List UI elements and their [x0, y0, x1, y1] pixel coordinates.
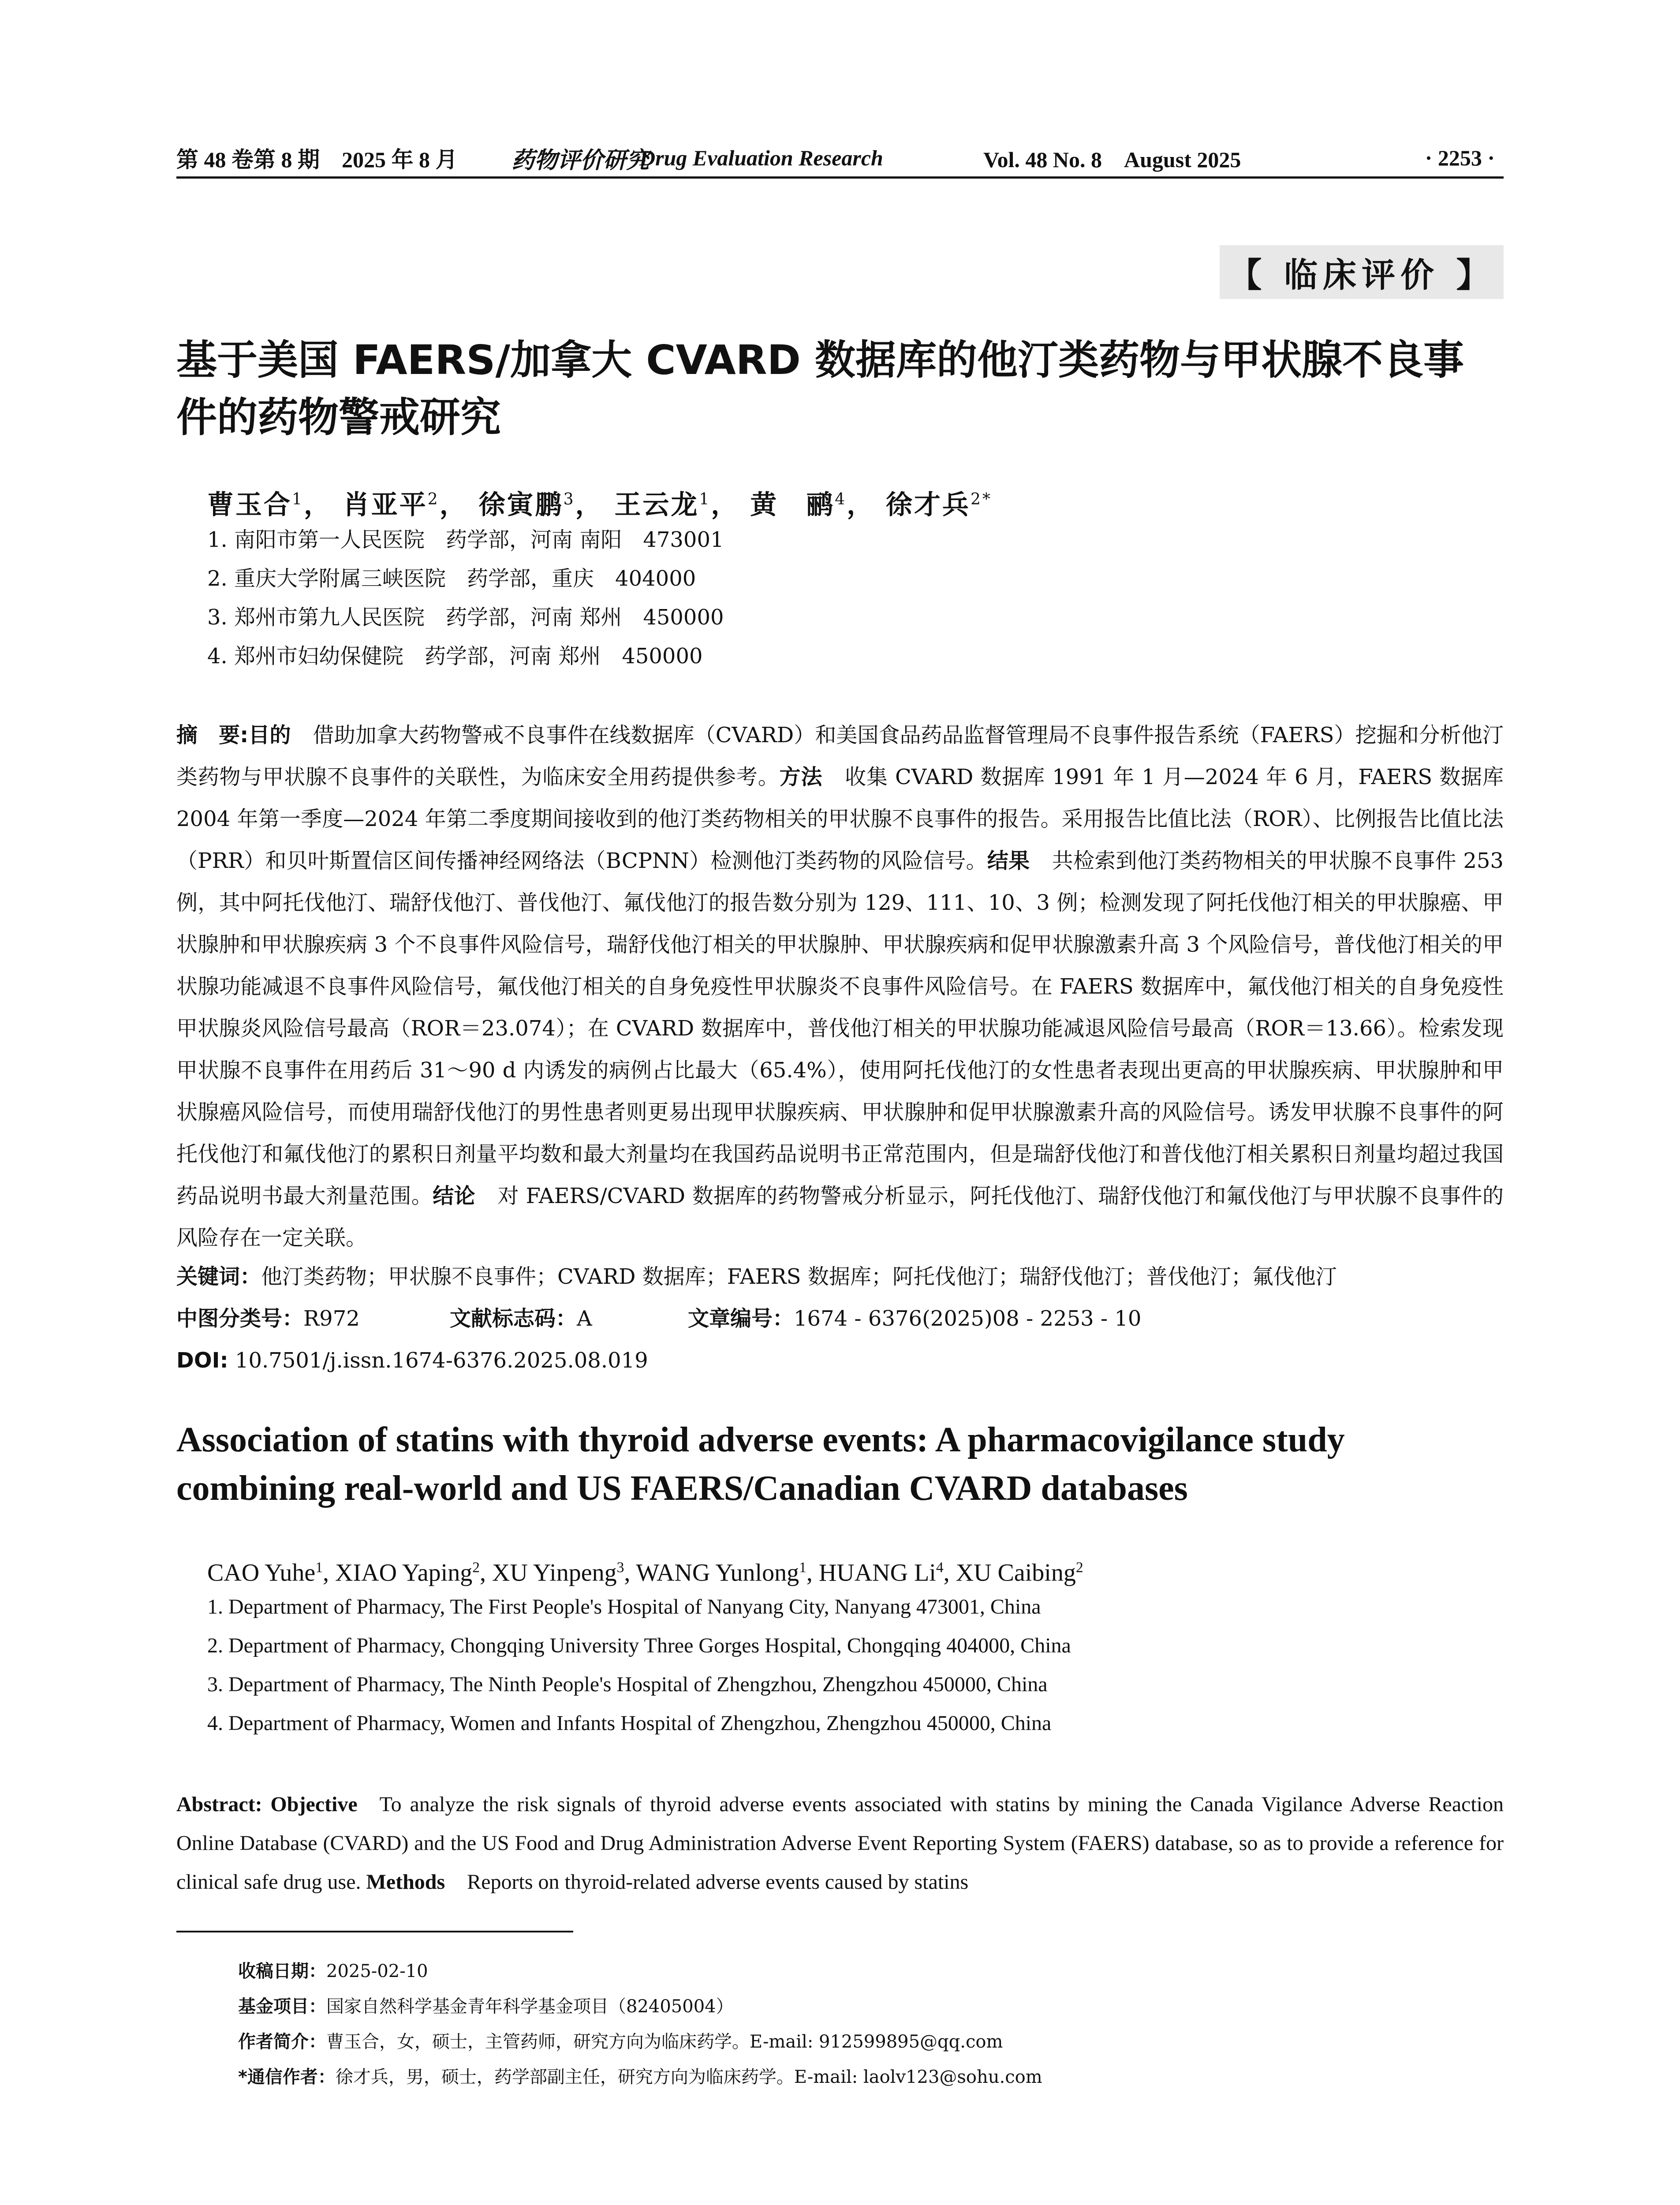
title-en: Association of statins with thyroid adverse events: A pharmacovigilance study combining real-world and US FAERS/Canadian CVARD databases — [176, 1420, 1345, 1508]
clc-value: R972 — [303, 1306, 360, 1331]
running-header — [176, 140, 1504, 176]
keywords-text: 他汀类药物；甲状腺不良事件；CVARD 数据库；FAERS 数据库；阿托伐他汀；瑞舒伐他汀；普伐他汀；氟伐他汀 — [261, 1264, 1337, 1289]
author-name: HUANG Li — [818, 1559, 936, 1587]
author-name: 徐才兵 — [885, 490, 971, 520]
author-affil-mark: 1 — [699, 490, 711, 508]
title-cn: 基于美国 FAERS/加拿大 CVARD 数据库的他汀类药物与甲状腺不良事件的药物警戒研究 — [176, 336, 1464, 441]
page-number: · 2253 · — [1425, 146, 1495, 170]
doi-label: DOI: — [176, 1348, 228, 1373]
footnote-fund — [238, 1989, 1504, 2024]
author-name: 徐寅鹏 — [478, 490, 564, 520]
footnote-text: 国家自然科学基金青年科学基金项目（82405004） — [326, 1996, 734, 2017]
abstract-label: Abstract: — [176, 1793, 262, 1816]
affiliation-item: 2. 重庆大学附属三峡医院 药学部，重庆 404000 — [207, 566, 696, 591]
author-affil-mark: 3 — [616, 1559, 624, 1576]
author-affil-mark: 1 — [315, 1559, 323, 1576]
author-affil-mark: 3 — [563, 490, 575, 508]
affiliations-cn — [207, 520, 1486, 676]
objective-label: 目的 — [248, 723, 291, 747]
footnote-label: 基金项目： — [238, 1996, 326, 2017]
affiliation-item: 3. 郑州市第九人民医院 药学部，河南 郑州 450000 — [207, 605, 724, 630]
doc-code-label: 文献标志码： — [450, 1306, 577, 1331]
abstract-label: 摘 要: — [176, 723, 249, 747]
authors-en: CAO Yuhe$^1$, XIAO Yaping$^2$, XU Yinpeng$^3$, WANG Yunlong$^1$, HUANG Li$^4$, XU Caibing$^2$ — [207, 1559, 1083, 1587]
methods-label: Methods — [366, 1870, 445, 1894]
section-tag: 【 临床评价 】 — [1220, 245, 1504, 299]
affiliation-item: 1. Department of Pharmacy, The First People's Hospital of Nanyang City, Nanyang 473001, China — [207, 1595, 1041, 1618]
objective-label: Objective — [270, 1793, 358, 1816]
author-name: XIAO Yaping — [335, 1559, 473, 1587]
author-name: 黄 鹂 — [750, 490, 835, 520]
issue-info-cn: 第 48 卷第 8 期 2025 年 8 月 — [176, 147, 458, 172]
methods-text: Reports on thyroid-related adverse events caused by statins — [467, 1870, 969, 1894]
author-affil-mark: 2 — [427, 490, 440, 508]
objective-text: To analyze the risk signals of thyroid adverse events associated with statins by mining the Canada Vigilance Adverse Reaction Online Database (CVARD) and the US Food and Drug Administration Adverse Event Reporting System (FAERS) database, so as to provide a reference for clinical safe drug use. — [176, 1793, 1504, 1894]
affiliation-item: 1. 南阳市第一人民医院 药学部，河南 南阳 473001 — [207, 527, 724, 552]
journal-name-cn: 药物评价研究 — [511, 148, 650, 173]
keywords-row — [176, 1256, 1504, 1298]
author-affil-mark: 2* — [970, 490, 992, 508]
header-rule — [176, 176, 1504, 179]
abstract-en — [176, 1785, 1504, 1902]
results-text: 共检索到他汀类药物相关的甲状腺不良事件 253 例，其中阿托伐他汀、瑞舒伐他汀、普伐他汀、氟伐他汀的报告数分别为 129、111、10、3 例；检测发现了阿托伐他汀相关的甲状腺癌、甲状腺肿和甲状腺疾病 3 个不良事件风险信号，瑞舒伐他汀相关的甲状腺肿、甲状腺疾病和促甲状腺激素升高 3 个风险信号，普伐他汀相关的甲状腺功能减退不良事件风险信号，氟伐他汀相关的自身免疫性甲状腺炎不良事件风险信号。在 FAERS 数据库中，氟伐他汀相关的自身免疫性甲状腺炎风险信号最高（ROR＝23.074）；在 CVARD 数据库中，普伐他汀相关的甲状腺功能减退风险信号最高（ROR＝13.66）。检索发现甲状腺不良事件在用药后 31～90 d 内诱发的病例占比最大（65.4%），使用阿托伐他汀的女性患者表现出更高的甲状腺疾病、甲状腺肿和甲状腺癌风险信号，而使用瑞舒伐他汀的男性患者则更易出现甲状腺疾病、甲状腺肿和促甲状腺激素升高的风险信号。诱发甲状腺不良事件的阿托伐他汀和氟伐他汀的累积日剂量平均数和最大剂量均在我国药品说明书正常范围内，但是瑞舒伐他汀和普伐他汀相关累积日剂量均超过我国药品说明书最大剂量范围。 — [176, 848, 1504, 1208]
abstract-cn — [176, 714, 1504, 1259]
classification-row — [176, 1298, 1504, 1340]
author-affil-mark: 4 — [936, 1559, 944, 1576]
conclusion-label: 结论 — [433, 1184, 476, 1208]
article-no-label: 文章编号： — [688, 1306, 794, 1331]
affiliations-en — [207, 1588, 1486, 1743]
issue-info-en: Vol. 48 No. 8 August 2025 — [983, 147, 1241, 172]
author-affil-mark: 1 — [799, 1559, 806, 1576]
footnote-text: 徐才兵，男，硕士，药学部副主任，研究方向为临床药学。E-mail: laolv123@sohu.com — [335, 2067, 1042, 2087]
doc-code-value: A — [577, 1306, 592, 1331]
affiliation-item: 4. 郑州市妇幼保健院 药学部，河南 郑州 450000 — [207, 644, 703, 669]
author-name: 王云龙 — [614, 490, 699, 520]
footnote-label: 作者简介： — [238, 2032, 326, 2052]
footnote-corresponding — [238, 2059, 1504, 2095]
author-affil-mark: 2 — [472, 1559, 480, 1576]
author-affil-mark: 4 — [835, 490, 847, 508]
objective-text: 借助加拿大药物警戒不良事件在线数据库（CVARD）和美国食品药品监督管理局不良事件报告系统（FAERS）挖掘和分析他汀类药物与甲状腺不良事件的关联性，为临床安全用药提供参考。 — [176, 723, 1504, 789]
affiliation-item: 3. Department of Pharmacy, The Ninth People's Hospital of Zhengzhou, Zhengzhou 450000, China — [207, 1673, 1048, 1696]
methods-text: 收集 CVARD 数据库 1991 年 1 月—2024 年 6 月，FAERS 数据库 2004 年第一季度—2024 年第二季度期间接收到的他汀类药物相关的甲状腺不良事件的报告。采用报告比值比法（ROR）、比例报告比值比法（PRR）和贝叶斯置信区间传播神经网络法（BCPNN）检测他汀类药物的风险信号。 — [176, 765, 1504, 873]
author-name: WANG Yunlong — [636, 1559, 799, 1587]
footnote-label: 收稿日期： — [238, 1961, 326, 1981]
author-name: 肖亚平 — [343, 490, 428, 520]
doi-value: 10.7501/j.issn.1674-6376.2025.08.019 — [235, 1348, 648, 1373]
author-affil-mark: 2 — [1075, 1559, 1083, 1576]
footnotes — [238, 1954, 1504, 2095]
footnote-label: *通信作者： — [238, 2067, 336, 2087]
results-label: 结果 — [987, 848, 1030, 873]
footnote-received — [238, 1954, 1504, 1989]
author-name: XU Yinpeng — [492, 1559, 617, 1587]
footnote-rule — [176, 1931, 573, 1932]
author-name: XU Caibing — [956, 1559, 1076, 1587]
authors-cn: 曹玉合$^1$， 肖亚平$^2$， 徐寅鹏$^3$， 王云龙$^1$， 黄 鹂$^4$， 徐才兵$^{2*}$ — [207, 490, 992, 520]
journal-name-en: Drug Evaluation Research — [639, 146, 883, 170]
article-no-value: 1674 - 6376(2025)08 - 2253 - 10 — [794, 1306, 1142, 1331]
author-name: 曹玉合 — [207, 490, 292, 520]
author-name: CAO Yuhe — [207, 1559, 316, 1587]
keywords-label: 关键词： — [176, 1264, 261, 1289]
conclusion-text: 对 FAERS/CVARD 数据库的药物警戒分析显示，阿托伐他汀、瑞舒伐他汀和氟伐他汀与甲状腺不良事件的风险存在一定关联。 — [176, 1184, 1504, 1250]
footnote-text: 2025-02-10 — [326, 1961, 428, 1981]
methods-label: 方法 — [779, 765, 823, 789]
affiliation-item: 4. Department of Pharmacy, Women and Infants Hospital of Zhengzhou, Zhengzhou 450000, China — [207, 1712, 1052, 1735]
footnote-text: 曹玉合，女，硕士，主管药师，研究方向为临床药学。E-mail: 912599895@qq.com — [326, 2032, 1003, 2052]
author-affil-mark: 1 — [292, 490, 304, 508]
article-meta-cn — [176, 1256, 1504, 1382]
affiliation-item: 2. Department of Pharmacy, Chongqing University Three Gorges Hospital, Chongqing 404000, China — [207, 1634, 1071, 1657]
doi-row — [176, 1340, 1504, 1382]
footnote-author — [238, 2024, 1504, 2059]
clc-label: 中图分类号： — [176, 1306, 304, 1331]
